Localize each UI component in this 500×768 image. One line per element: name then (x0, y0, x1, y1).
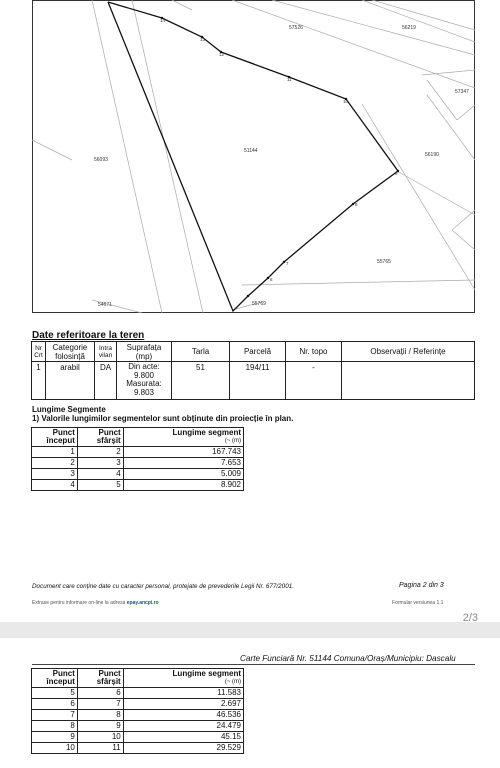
col-end: Punct sfârșit (77, 669, 123, 688)
point-label: 13 (200, 37, 206, 42)
cell-tarla: 51 (172, 362, 230, 400)
col-start: Punct început (32, 428, 78, 447)
document-page-3 (0, 638, 500, 768)
parcel-label: 55765 (377, 259, 391, 265)
parcel-label: 57347 (455, 89, 469, 95)
land-table-header (32, 342, 475, 362)
segments-table-continued (31, 668, 244, 754)
cell-start: 4 (32, 480, 78, 491)
length-unit: (~ (m) (224, 438, 241, 444)
length-unit: (~ (m) (224, 679, 241, 685)
cell-end: 11 (77, 743, 123, 754)
point-label: 7 (286, 261, 289, 266)
cell-length: 24.479 (123, 721, 243, 732)
point-label: 11 (287, 77, 292, 82)
cell-length: 46.536 (123, 710, 243, 721)
parcel-label: 54671 (98, 302, 112, 308)
cell-length: 167.743 (123, 447, 243, 458)
header-divider (32, 664, 475, 665)
cell-end: 6 (77, 688, 123, 699)
cell-length: 2.697 (123, 699, 243, 710)
page-indicator: 2/3 (462, 612, 478, 624)
cell-length: 5.009 (123, 469, 243, 480)
cell-end: 8 (77, 710, 123, 721)
col-length (123, 428, 243, 447)
cell-start: 10 (32, 743, 78, 754)
table-row (32, 721, 244, 732)
privacy-note: Document care conține date cu caracter personal, protejate de prevederile Legii Nr. 677/2001. (32, 583, 294, 590)
length-label: Lungime segment (172, 669, 241, 678)
epay-link[interactable]: epay.ancpi.ro (126, 600, 159, 606)
cell-intravilan: DA (95, 362, 117, 400)
masurata-value: 9.803 (133, 387, 155, 397)
cell-start: 9 (32, 732, 78, 743)
cell-length: 45.15 (123, 732, 243, 743)
land-data-table (31, 341, 475, 400)
carte-funciara-header: Carte Funciară Nr. 51144 Comuna/Oraș/Municipiu: Dascalu (240, 654, 456, 663)
point-label: 6 (270, 277, 273, 282)
point-label: 9 (395, 171, 398, 176)
table-row (32, 458, 244, 469)
cell-length: 29.529 (123, 743, 243, 754)
extras-note (32, 600, 159, 606)
parcel-label: 56190 (425, 152, 439, 158)
masurata-label: Masurata: (126, 379, 162, 388)
page-number: Pagina 2 din 3 (399, 582, 444, 589)
parcel-label: 57526 (289, 25, 303, 31)
parcel-plan (32, 0, 475, 313)
cell-suprafata (117, 362, 172, 400)
cell-start: 2 (32, 458, 78, 469)
parcel-label: 56219 (402, 25, 416, 31)
cell-length: 11.583 (123, 688, 243, 699)
col-parcela: Parcelă (230, 342, 286, 362)
table-row (32, 469, 244, 480)
point-label: 14 (160, 18, 166, 23)
cell-start: 1 (32, 447, 78, 458)
segments-title: Lungime Segmente (32, 405, 106, 414)
point-label: 8 (355, 202, 358, 207)
cell-start: 3 (32, 469, 78, 480)
cell-length: 7.653 (123, 458, 243, 469)
cell-end: 3 (77, 458, 123, 469)
din-acte-value: 9.800 (133, 370, 155, 380)
cell-end: 5 (77, 480, 123, 491)
col-categorie: Categorie folosință (46, 342, 95, 362)
table-row (32, 688, 244, 699)
col-length (123, 669, 243, 688)
table-row (32, 447, 244, 458)
cell-end: 7 (77, 699, 123, 710)
table-row (32, 362, 475, 400)
cell-end: 2 (77, 447, 123, 458)
col-observatii: Observații / Referințe (342, 342, 475, 362)
cell-end: 9 (77, 721, 123, 732)
point-label: 12 (219, 52, 225, 57)
col-suprafata: Suprafața (mp) (117, 342, 172, 362)
col-intravilan: Intra vilan (95, 342, 117, 362)
segments-header (32, 428, 244, 447)
cell-start: 5 (32, 688, 78, 699)
main-parcel-label: 51144 (244, 148, 258, 154)
extras-prefix: Extrase pentru informare on-line la adresa (32, 600, 126, 606)
cell-categorie: arabil (46, 362, 95, 400)
table-row (32, 480, 244, 491)
cell-parcela: 194/11 (230, 362, 286, 400)
point-label: 10 (343, 99, 349, 104)
din-acte-label: Din acte: (128, 362, 160, 371)
table-row (32, 732, 244, 743)
cell-start: 6 (32, 699, 78, 710)
cell-end: 4 (77, 469, 123, 480)
cell-nr: 1 (32, 362, 46, 400)
cell-length: 8.902 (123, 480, 243, 491)
parcel-label: 56093 (94, 157, 108, 163)
cell-end: 10 (77, 732, 123, 743)
col-nr-topo: Nr. topo (286, 342, 342, 362)
cell-start: 8 (32, 721, 78, 732)
col-tarla: Tarla (172, 342, 230, 362)
col-nr: Nr Crt (32, 342, 46, 362)
segments-table (31, 427, 244, 491)
col-end: Punct sfârșit (77, 428, 123, 447)
cadastral-map (32, 0, 475, 313)
cell-nr-topo: - (286, 362, 342, 400)
land-section-title: Date referitoare la teren (32, 330, 145, 341)
parcel-label: 55769 (252, 301, 266, 307)
segments-subtitle: 1) Valorile lungimilor segmentelor sunt obținute din proiecție în plan. (32, 414, 294, 423)
length-label: Lungime segment (172, 428, 241, 437)
col-start: Punct început (32, 669, 78, 688)
segments-header (32, 669, 244, 688)
table-row (32, 743, 244, 754)
table-row (32, 710, 244, 721)
cell-observatii (342, 362, 475, 400)
cell-start: 7 (32, 710, 78, 721)
form-version: Formular versiunea 1.1 (392, 600, 444, 606)
table-row (32, 699, 244, 710)
